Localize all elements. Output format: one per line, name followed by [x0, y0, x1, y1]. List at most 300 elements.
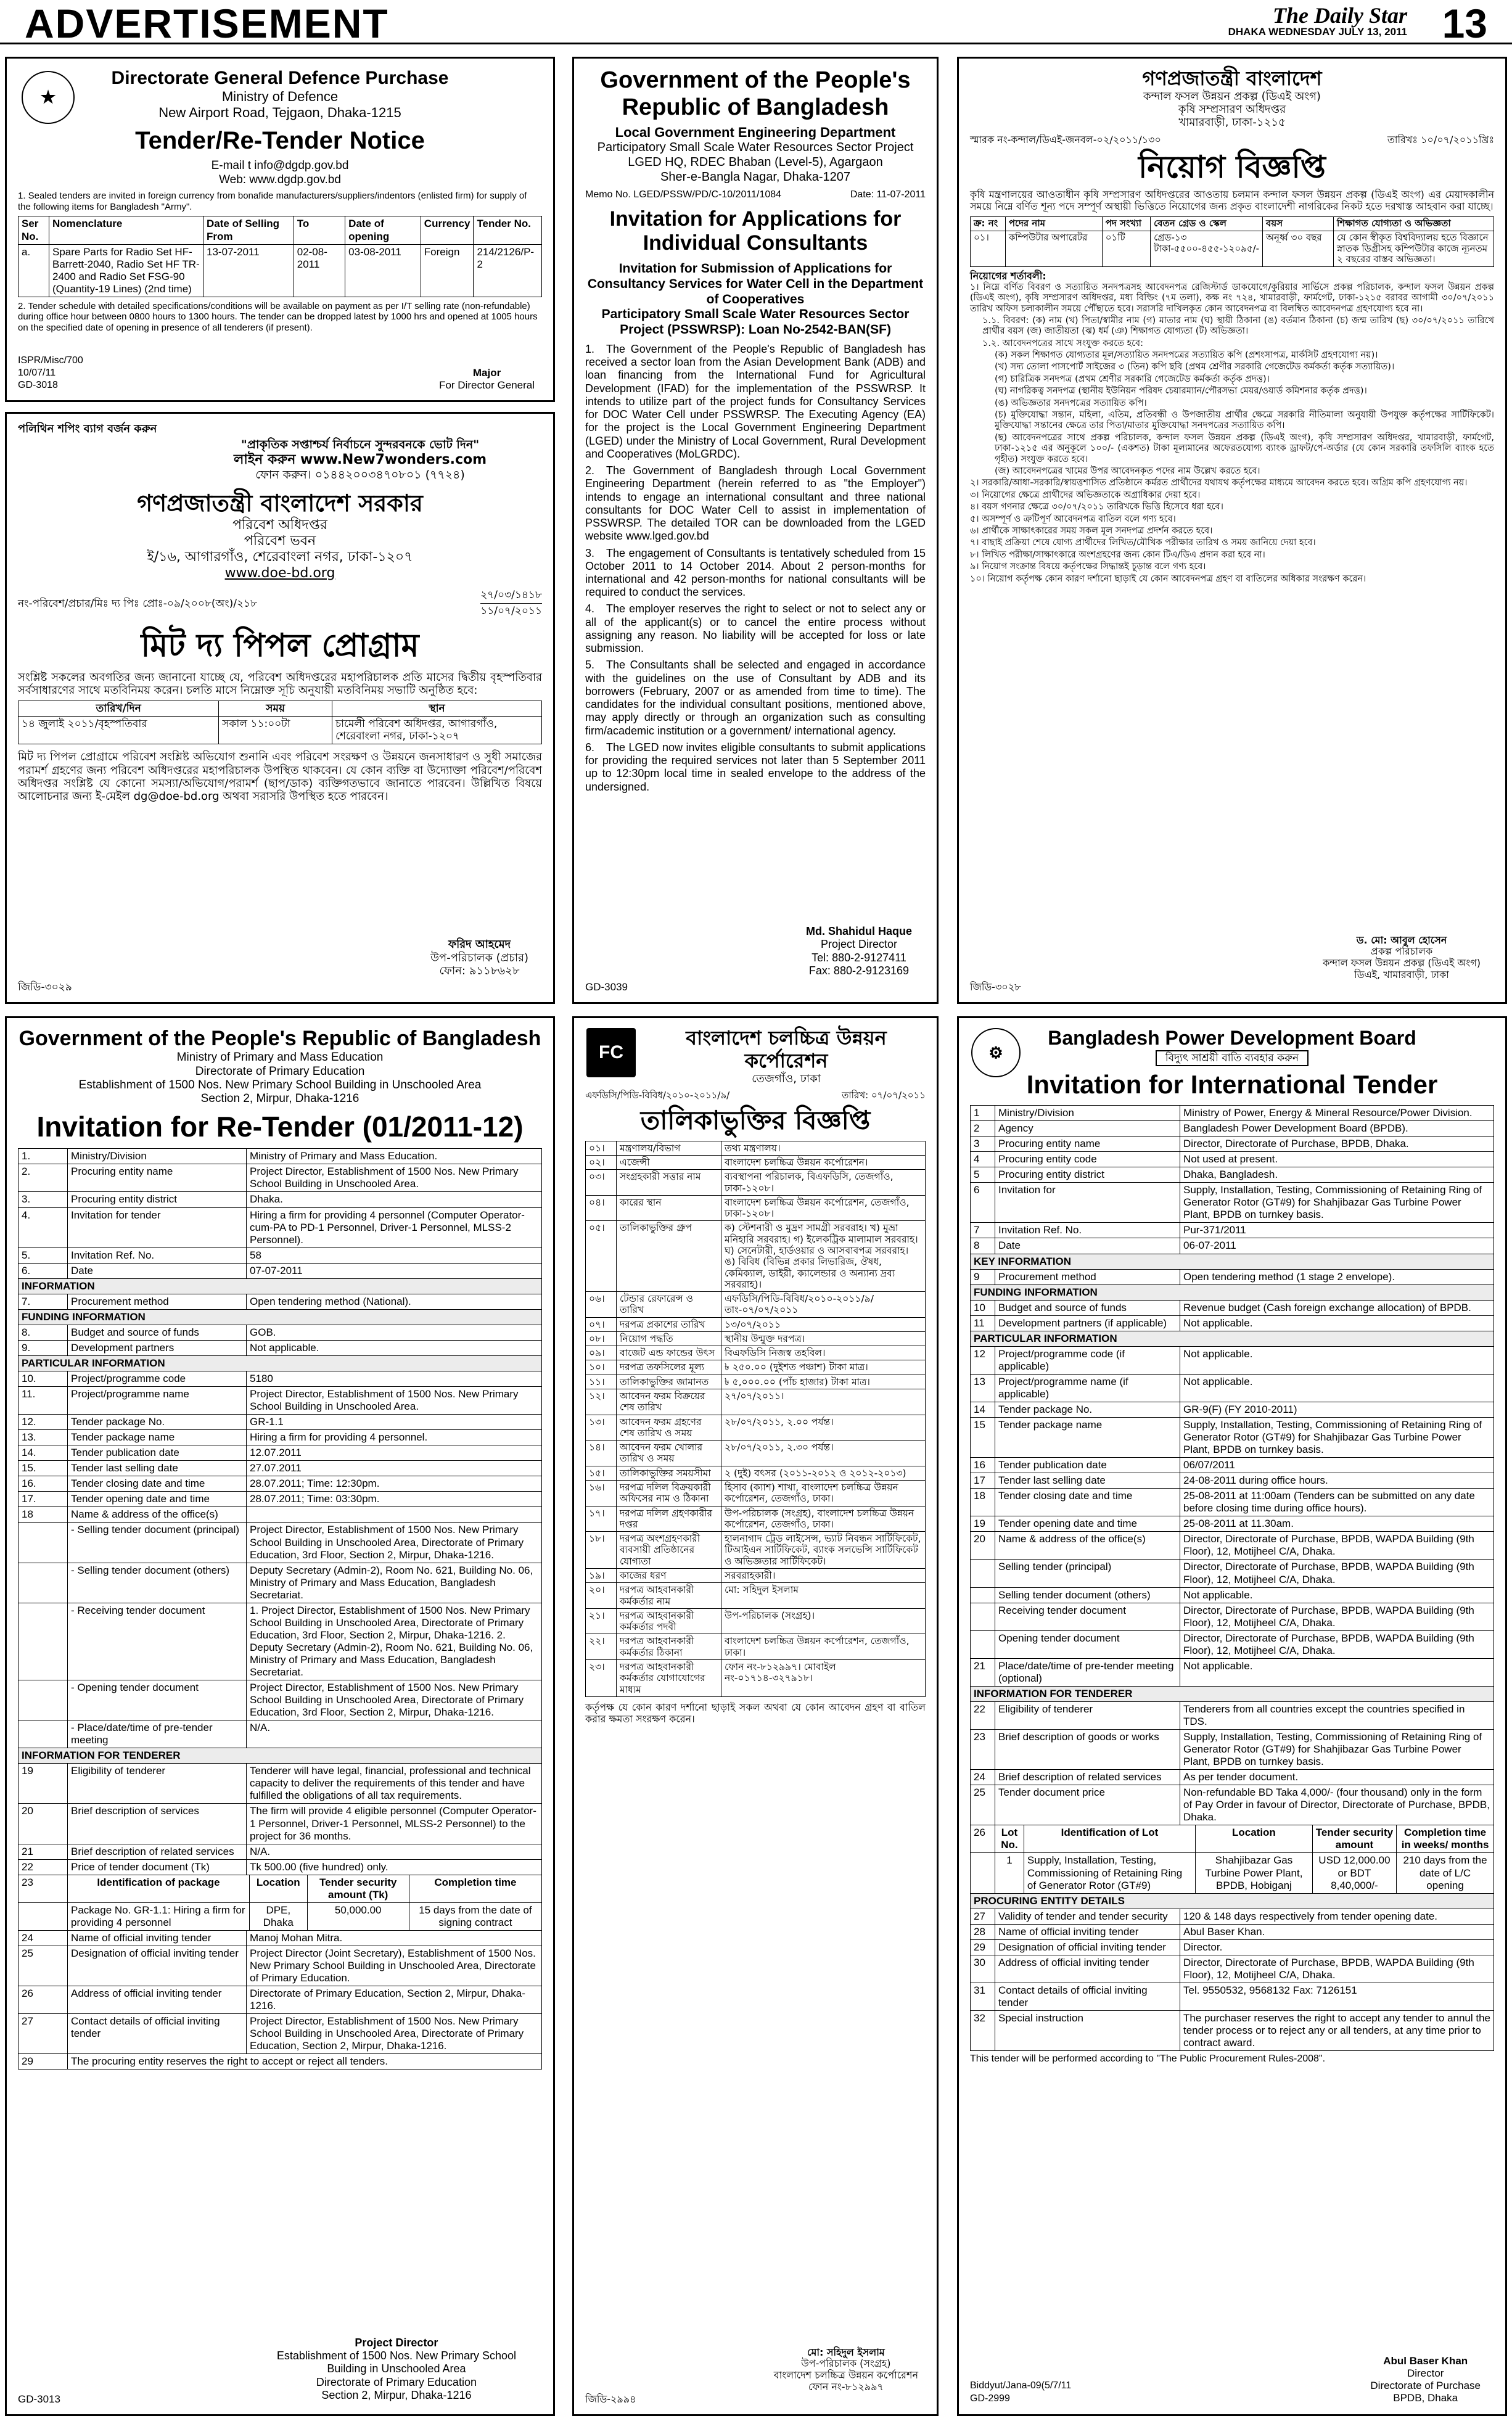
row-label: Ministry/Division	[68, 1149, 247, 1164]
row-number: 1.	[18, 1149, 68, 1164]
table-row	[18, 1294, 542, 1309]
table-row	[18, 1263, 542, 1278]
ad-lged-consultants	[572, 57, 939, 1004]
row-label: Place/date/time of pre-tender meeting (optional)	[995, 1658, 1180, 1686]
row-number: ১৭।	[586, 1506, 617, 1532]
row-label: আবেদন ফরম গ্রহণের শেষ তারিখ ও সময়	[617, 1415, 721, 1441]
list-item: 6. The LGED now invites eligible consultants to submit applications for providing the required services not later than 5 September 2011 up to 12:30pm local time in sealed envelope to the address of the undersigned.	[585, 741, 926, 793]
address-2: Sher-e-Bangla Nagar, Dhaka-1207	[660, 170, 850, 184]
row-label: - Selling tender document (principal)	[68, 1523, 247, 1563]
table-row	[971, 1223, 1494, 1238]
tender-title: Invitation for International Tender	[1026, 1069, 1438, 1099]
row-value: Open tendering method (National).	[247, 1294, 542, 1309]
row-label: নিয়োগ পদ্ধতি	[617, 1331, 721, 1346]
row-number: 10.	[18, 1371, 68, 1387]
signatory-name: মো: সহিদুল ইসলাম	[807, 2346, 885, 2358]
row-value: মো: সহিদুল ইসলাম	[721, 1583, 926, 1609]
row-label: Name of official inviting tender	[68, 1930, 247, 1946]
table-row	[971, 1489, 1494, 1516]
row-number: 16	[971, 1458, 995, 1473]
row-label: Procuring entity name	[995, 1137, 1180, 1152]
row-label: Tender opening date and time	[68, 1492, 247, 1507]
row-value: 28.07.2011; Time: 03:30pm.	[247, 1492, 542, 1507]
cell: অনূর্ধ্ব ৩০ বছর	[1263, 231, 1334, 266]
row-number: 20	[971, 1532, 995, 1560]
col-header: To	[294, 216, 345, 244]
col-header: Identification of Lot	[1024, 1825, 1195, 1853]
table-row	[586, 1317, 926, 1331]
row-label: Development partners	[68, 1340, 247, 1355]
gov-name: Government of the People's Republic of Bangladesh	[600, 67, 911, 120]
table-row	[18, 1476, 542, 1492]
issue-date: DHAKA WEDNESDAY JULY 13, 2011	[1228, 26, 1407, 38]
list-item: 5. The Consultants shall be selected and engaged in accordance with the guidelines on the use of Consultant by ADB and its borrowers (February, 2007 or as amended from time to time). The candidates for the individual consultant positions, mentioned above, may apply directly or through an organization such as consulting firm/academic institution or a government/ international agency.	[585, 659, 926, 737]
table-row	[971, 1300, 1494, 1315]
table-row	[971, 1603, 1494, 1630]
row-value: GOB.	[247, 1325, 542, 1340]
col-header: Completion time	[409, 1875, 541, 1902]
ministry: Ministry of Defence	[221, 89, 339, 105]
row-number: 21	[971, 1658, 995, 1686]
table-row	[18, 1523, 542, 1563]
signatory-tel: Tel: 880-2-9127411	[811, 951, 906, 964]
table-row	[971, 1238, 1494, 1254]
ad-bpdb-tender	[957, 1016, 1507, 2416]
email: E-mail t info@dgdp.gov.bd	[211, 159, 349, 173]
row-value: ক) স্টেশনারী ও মুদ্রণ সামগ্রী সরবরাহ। খ) মুভ্রা মনিহারি সরবরাহ। গ) ইলেকট্রিক মালামাল সরবরাহ। ঘ) সেনেটারী, হার্ডওয়ার ও আসবাবপত্র সরবরাহ। ঙ) বিবিধ (বিভিন্ন প্রকার লিভারিজ, ঔষধ, কেমিক্যাল, ডাইরী, ক্যালেন্ডার ও অন্যান্য দ্রব্য সরবরাহ)।	[721, 1221, 926, 1292]
signatory-role: Director	[1407, 2367, 1444, 2379]
table-row	[971, 1269, 1494, 1284]
row-value: Director, Directorate of Purchase, BPDB, WAPDA Building (9th Floor), 12, Motijheel C/A, Dhaka.	[1180, 1630, 1494, 1658]
row-number: 12.	[18, 1415, 68, 1430]
col-header: Lot No.	[995, 1825, 1024, 1853]
row-label: Price of tender document (Tk)	[68, 1859, 247, 1875]
col-header: Date of opening	[345, 216, 421, 244]
row-label: Tender closing date and time	[995, 1489, 1180, 1516]
table-row	[971, 1167, 1494, 1183]
vote-website[interactable]: লাইন করুন www.New7wonders.com	[233, 451, 487, 467]
table-row	[971, 1730, 1494, 1770]
post-table	[970, 216, 1494, 267]
row-number: ১৯।	[586, 1568, 617, 1582]
row-value: Project Director, Establishment of 1500 Nos. New Primary School Building in Unschooled Area, Directorate of Primary Education, 3rd Floor, Section 2, Mirpur, Dhaka-1216.	[247, 1680, 542, 1720]
row-value: Not applicable.	[1180, 1374, 1494, 1402]
row-label: Procurement method	[995, 1269, 1180, 1284]
list-item: 1. The Government of the People's Republic of Bangladesh has received a sector loan from the Asian Development Bank (ADB) and loan financing from the International Fund for Agricultural Development (IFAD) for the implementation of the PSSWRSP. It intends to utilize part of the project funds for Consultancy Services for DOC Water Cell under PSSWRSP. The Executing Agency (EA) for the project is the Local Government Engineering Department (LGED) under the Ministry of Local Government, Rural Development and Cooperatives (MoLGRDC).	[585, 343, 926, 460]
table-row	[971, 1516, 1494, 1532]
row-label: Address of official inviting tender	[68, 1986, 247, 2014]
table-row	[971, 1402, 1494, 1417]
gov-name: গণপ্রজাতন্ত্রী বাংলাদেশ	[1142, 67, 1322, 90]
list-item: (গ) চারিত্রিক সনদপত্র (প্রথম শ্রেণীর সরকারি গেজেটেড কর্মকর্তা কর্তৃক প্রদত্ত)।	[995, 374, 1270, 384]
row-value: ২ (দুই) বৎসর (২০১১-২০১২ ও ২০১২-২০১৩)	[721, 1466, 926, 1480]
list-item: 4. The employer reserves the right to select or not to select any or all of the applicant(s) or to cancel the entire process without assigning any reason. No liability will be accepted for loss or late submission.	[585, 602, 926, 655]
bpdb-emblem-icon: ⚙	[971, 1028, 1021, 1077]
list-item: ৯। নিয়োগ সংক্রান্ত বিষয়ে কর্তৃপক্ষের সিদ্ধান্তই চূড়ান্ত বলে গণ্য হবে।	[970, 562, 1206, 572]
signatory-org: Directorate of Purchase	[1370, 2379, 1481, 2391]
table-row	[586, 1441, 926, 1466]
table-row	[971, 1137, 1494, 1152]
table-row	[586, 1466, 926, 1480]
row-number: ০৯।	[586, 1346, 617, 1360]
dept: পরিবেশ অধিদপ্তর	[232, 517, 327, 533]
signatory-line: Directorate of Primary Education	[316, 2375, 477, 2388]
row-label: মন্ত্রণালয়/বিভাগ	[617, 1141, 721, 1155]
list-item: (ক) সকল শিক্ষাগত যোগ্যতার মূল/সত্যায়িত সনদপত্রের সত্যায়িত কপি (প্রশংসাপত্র, মার্কসিট গ্রহণযোগ্য নয়)।	[995, 350, 1378, 361]
row-value: ফোন নং-৮১২৯৯৭। মোবাইল নং-০১৭১৪-৩২৭৯১৮।	[721, 1659, 926, 1696]
row-number: ০৮।	[586, 1331, 617, 1346]
row-value: Not used at present.	[1180, 1152, 1494, 1167]
row-value: Tenderer will have legal, financial, professional and technical capacity to deliver the requirements of this tender and have fulfilled the obligations of all tax requirements.	[247, 1764, 542, 1804]
row-label: Tender publication date	[68, 1445, 247, 1461]
row-number: 30	[971, 1955, 995, 1983]
row-value: Director, Directorate of Purchase, BPDB, Dhaka.	[1180, 1137, 1494, 1152]
row-label: তালিকাভুক্তির সময়সীমা	[617, 1466, 721, 1480]
row-label: Date	[68, 1263, 247, 1278]
list-item: (ছ) আবেদনপত্রের সাথে প্রকল্প পরিচালক, কন্দাল ফসল উন্নয়ন প্রকল্প (ডিএই অংগ), কৃষি সম্প্রসারণ অধিদপ্তর, খামারবাড়ী, ফার্মগেট, ঢাকা-১২১৫ এর অনুকূলে ১০০/- (একশত) টাকা মূল্যমানের অফেরতযোগ্য ব্যাংক ড্রাফট/পে-অর্ডার (যে কোন সরকারি তফসিলি ব্যাংক হতে গৃহীত) সংযুক্ত করতে হবে।	[995, 432, 1494, 464]
row-number	[18, 1720, 68, 1748]
row-label: Tender last selling date	[68, 1461, 247, 1476]
table-row	[971, 1924, 1494, 1939]
table-row	[586, 1389, 926, 1415]
table-row	[18, 244, 542, 297]
row-value: বাংলাদেশ চলচ্চিত্র উন্নয়ন কর্পোরেশন, তেজগাঁও, ঢাকা-১২০৮।	[721, 1195, 926, 1221]
cell: ০১।	[971, 231, 1006, 266]
table-row	[971, 1458, 1494, 1473]
col-header: Date of Selling From	[203, 216, 294, 244]
row-label: Receiving tender document	[995, 1603, 1180, 1630]
table-row	[18, 1680, 542, 1720]
table-row	[971, 1532, 1494, 1560]
table-row	[971, 231, 1494, 266]
section-header: PROCURING ENTITY DETAILS	[971, 1893, 1494, 1909]
signatory-name: ফরিদ আহমেদ	[448, 938, 511, 952]
row-number: ১০।	[586, 1360, 617, 1375]
row-value: Project Director, Establishment of 1500 Nos. New Primary School Building in Unschooled Area, Directorate of Primary Education, Section 2, Mirpur, Dhaka-1216.	[247, 2014, 542, 2054]
row-number: 27	[18, 2014, 68, 2054]
table-row	[18, 1149, 542, 1164]
row-number: 7	[971, 1223, 995, 1238]
tender-table	[970, 1105, 1494, 1825]
row-value: 1. Project Director, Establishment of 1500 Nos. New Primary School Building in Unschooled Area, Directorate of Primary Education, 3rd Floor, Section 2, Mirpur, Dhaka-1216. 2. Deputy Secretary (Admin-2), Room No. 621, Building No. 06, Ministry of Primary and Mass Education, Bangladesh Secretariat.	[247, 1603, 542, 1680]
row-value: ৳ ৫,০০০.০০ (পাঁচ হাজার) টাকা মাত্র।	[721, 1375, 926, 1389]
table-row	[971, 1630, 1494, 1658]
row-value: Supply, Installation, Testing, Commissioning of Retaining Ring of Generator Rotor (GT#9) for Shahjibazar Gas Turbine Power Plant, BPDB on turnkey basis.	[1180, 1730, 1494, 1770]
row-number: 5	[971, 1167, 995, 1183]
row-value: Hiring a firm for providing 4 personnel (Computer Operator-cum-PA to PD-1 Personnel, Driver-1 Personnel, MLSS-2 Personnel).	[247, 1207, 542, 1247]
table-row	[971, 1346, 1494, 1374]
row-number: 10	[971, 1300, 995, 1315]
program-title: মিট দ্য পিপল প্রোগ্রাম	[141, 627, 419, 664]
table-row	[18, 1986, 542, 2014]
row-label: Budget and source of funds	[995, 1300, 1180, 1315]
address: খামারবাড়ী, ঢাকা-১২১৫	[1178, 116, 1286, 129]
row-value: এফডিসি/পিডি-বিবিধ/২০১০-২০১১/৯/ তাং-০৭/০৭/২০১১	[721, 1292, 926, 1318]
row-label: দরপত্র দলিল বিক্রয়কারী অফিসের নাম ও ঠিকানা	[617, 1481, 721, 1506]
signatory-address: ডিএই, খামারবাড়ী, ঢাকা	[1354, 969, 1449, 981]
col-header: Tender No.	[474, 216, 542, 244]
col-header: তারিখ/দিন	[18, 701, 219, 717]
page-number: 13	[1442, 1, 1487, 46]
final-statement: The procuring entity reserves the right to accept or reject all tenders.	[68, 2054, 542, 2070]
polythene-notice: পলিথিন শপিং ব্যাগ বর্জন করুন	[18, 422, 157, 435]
row-label: Project/programme code	[68, 1371, 247, 1387]
row-number: ২০।	[586, 1583, 617, 1609]
cell: USD 12,000.00 or BDT 8,40,000/-	[1312, 1853, 1396, 1893]
table-row	[971, 1254, 1494, 1269]
retender-title: Invitation for Re-Tender (01/2011-12)	[36, 1110, 524, 1143]
list-item: ৫। অসম্পূর্ণ ও ত্রুটিপূর্ণ আবেদনপত্র বাতিল বলে গণ্য হবে।	[970, 514, 1176, 524]
row-number: 15	[971, 1418, 995, 1458]
list-item: ১। নিম্নে বর্ণিত বিবরণ ও সত্যায়িত সনদপত্রসহ আবেদনপত্র রেজিস্টার্ড ডাকযোগে/কুরিয়ার সার্ভিসে প্রকল্প পরিচালক, কন্দাল ফসল উন্নয়ন প্রকল্প (ডিএই অংগ), কৃষি সম্প্রসারণ অধিদপ্তর, মধ্য বিল্ডিং (৭ম তলা), কক্ষ নং ৭২৪, খামারবাড়ী, ফার্মগেট, ঢাকা-১২১৫ বরাবর আগামী ৩০/০৭/২০১১ তারিখ অফিস চলাকালীন সময়ে পৌঁছাতে হবে। সরাসরি দাখিলকৃত কোন আবেদনপত্র বা বিলম্বিত আবেদনপত্র গ্রহণযোগ্য হবে না।	[970, 282, 1494, 314]
table-row	[971, 1658, 1494, 1686]
row-number: ০৩।	[586, 1170, 617, 1196]
row-value: Open tendering method (1 stage 2 envelope).	[1180, 1269, 1494, 1284]
website[interactable]: Web: www.dgdp.gov.bd	[219, 173, 341, 186]
row-number	[18, 1603, 68, 1680]
row-number: 19	[971, 1516, 995, 1532]
col-header: পদের নাম	[1005, 217, 1102, 231]
cell: 1	[995, 1853, 1024, 1893]
signatory-org: কন্দাল ফসল উন্নয়ন প্রকল্প (ডিএই অংগ)	[1323, 957, 1481, 969]
table-row	[18, 1355, 542, 1371]
row-number: ২২।	[586, 1634, 617, 1660]
project: Establishment of 1500 Nos. New Primary School Building in Unschooled Area	[78, 1078, 482, 1091]
row-label: দরপত্র দলিল গ্রহণকারীর দপ্তর	[617, 1506, 721, 1532]
row-number: 19	[18, 1764, 68, 1804]
table-row	[971, 1853, 1494, 1893]
signatory-role: প্রকল্প পরিচালক	[1370, 945, 1433, 958]
row-value: Hiring a firm for providing 4 personnel.	[247, 1430, 542, 1445]
note-1: 1. Sealed tenders are invited in foreign currency from bonafide manufacturers/suppliers/indentors (enlisted firm) for supply of the following items for Bangladesh "Army".	[18, 191, 527, 212]
row-label: টেন্ডার রেফারেন্স ও তারিখ	[617, 1292, 721, 1318]
row-number: 28	[971, 1924, 995, 1939]
cell: কম্পিউটার অপারেটর	[1005, 231, 1102, 266]
row-label: - Opening tender document	[68, 1680, 247, 1720]
cell: Foreign	[421, 244, 474, 297]
cell: 210 days from the date of L/C opening	[1397, 1853, 1494, 1893]
row-number: 29	[971, 1939, 995, 1955]
row-label: - Selling tender document (others)	[68, 1563, 247, 1603]
row-value: 58	[247, 1247, 542, 1263]
row-label: কাজের ধরণ	[617, 1568, 721, 1582]
row-number: ০৬।	[586, 1292, 617, 1318]
table-row	[971, 1686, 1494, 1701]
table-row	[18, 1325, 542, 1340]
table-row	[971, 1284, 1494, 1300]
row-value: 25-08-2011 at 11.30am.	[1180, 1516, 1494, 1532]
address: New Airport Road, Tejgaon, Dhaka-1215	[158, 105, 401, 121]
table-row	[18, 1492, 542, 1507]
row-label: Brief description of related services	[995, 1770, 1180, 1785]
section-header: INFORMATION FOR TENDERER	[971, 1686, 1494, 1701]
address: তেজগাঁও, ঢাকা	[752, 1072, 821, 1085]
gd-number: জিডি-৩০২৮	[970, 981, 1021, 993]
row-label: তালিকাভুক্তির গ্রুপ	[617, 1221, 721, 1292]
row-value: Director, Directorate of Purchase, BPDB, WAPDA Building (9th Floor), 12, Motijheel C/A, Dhaka.	[1180, 1532, 1494, 1560]
row-number: ০২।	[586, 1155, 617, 1169]
row-value: Not applicable.	[1180, 1587, 1494, 1603]
row-number: 12	[971, 1346, 995, 1374]
list-item: ৪। বয়স গণনার ক্ষেত্রে ৩০/০৭/২০১১ তারিখকে ভিত্তি হিসেবে ধরা হবে।	[970, 502, 1223, 512]
row-number: 26	[18, 1986, 68, 2014]
signatory-role: Project Director	[355, 2336, 438, 2349]
table-row	[18, 2014, 542, 2054]
row-number: ১৮।	[586, 1532, 617, 1569]
table-row	[971, 1909, 1494, 1924]
section-header: FUNDING INFORMATION	[971, 1284, 1494, 1300]
row-label: Brief description of goods or works	[995, 1730, 1180, 1770]
row-label: - Place/date/time of pre-tender meeting	[68, 1720, 247, 1748]
memo-date: তারিখঃ ১০/০৭/২০১১খ্রিঃ	[1387, 133, 1494, 146]
cell: যে কোন স্বীকৃত বিশ্ববিদ্যালয় হতে বিজ্ঞানে স্নাতক ডিগ্রীসহ কম্পিউটার কাজে ন্যূনতম ২ বছরের বাস্তব অভিজ্ঞতা।	[1334, 231, 1494, 266]
row-label: Designation of official inviting tender	[68, 1946, 247, 1986]
notice-title: তালিকাভুক্তির বিজ্ঞপ্তি	[640, 1104, 871, 1135]
col-header: Identification of package	[68, 1875, 250, 1902]
row-label: - Receiving tender document	[68, 1603, 247, 1680]
cell: Package No. GR-1.1: Hiring a firm for providing 4 personnel	[68, 1902, 250, 1930]
row-number: 2.	[18, 1164, 68, 1192]
table-row	[18, 1387, 542, 1415]
row-value: 07-07-2011	[247, 1263, 542, 1278]
table-row	[971, 1983, 1494, 2010]
row-value: 27.07.2011	[247, 1461, 542, 1476]
table-row	[971, 1560, 1494, 1587]
table-row	[971, 2010, 1494, 2050]
list-item: 2. The Government of Bangladesh through Local Government Engineering Department (herein referred to as "the Employer") intends to engage an international consultant and three national consultants for DOC Water Cell to assist in implementation of PSSWRSP. The detailed TOR can be downloaded from the LGED website www.lged.gov.bd	[585, 464, 926, 543]
ad-dgdp-tender	[5, 57, 555, 402]
table-row	[586, 1634, 926, 1660]
table-row	[971, 1183, 1494, 1223]
memo-number: এফডিসি/পিডি-বিবিধ/২০১০-২০১১/৯/	[585, 1089, 730, 1101]
row-value: সরবরাহকারী।	[721, 1568, 926, 1582]
signatory-rank: Major	[472, 366, 501, 379]
row-number: 9	[971, 1269, 995, 1284]
row-value: Directorate of Primary Education, Section 2, Mirpur, Dhaka-1216.	[247, 1986, 542, 2014]
website[interactable]: www.doe-bd.org	[224, 565, 335, 581]
row-label: Date	[995, 1238, 1180, 1254]
table-row	[18, 1192, 542, 1207]
address-1: LGED HQ, RDEC Bhaban (Level-5), Agargaon	[628, 155, 883, 169]
col-header: Tender security amount (Tk)	[307, 1875, 409, 1902]
row-label: Tender package name	[68, 1430, 247, 1445]
row-label: Address of official inviting tender	[995, 1955, 1180, 1983]
org-name: Bangladesh Power Development Board	[1048, 1027, 1416, 1049]
list-item: (ঘ) নাগরিকত্ব সনদপত্র (স্থানীয় ইউনিয়ন পরিষদ চেয়ারম্যান/পৌরসভা মেয়র/ওয়ার্ড কমিশনার কর্তৃক প্রদত্ত)।	[995, 386, 1367, 397]
row-number: 8	[971, 1238, 995, 1254]
ministry: কৃষি সম্প্রসারণ অধিদপ্তর	[1178, 103, 1286, 117]
row-label: Tender package name	[995, 1418, 1180, 1458]
row-value: Ministry of Power, Energy & Mineral Resource/Power Division.	[1180, 1106, 1494, 1121]
row-number: 16.	[18, 1476, 68, 1492]
row-value: The firm will provide 4 eligible personnel (Computer Operator-1 Personnel, Driver-1 Personnel, MLSS-2 Personnel) to the project for 36 months.	[247, 1804, 542, 1844]
signatory-role: For Director General	[439, 379, 535, 391]
row-number: 9.	[18, 1340, 68, 1355]
retender-table	[18, 1148, 542, 1875]
row-value: স্থানীয় উন্মুক্ত দরপত্র।	[721, 1331, 926, 1346]
memo-number: Memo No. LGED/PSSW/PD/C-10/2011/1084	[585, 189, 782, 200]
row-label: দরপত্র আহবানকারী কর্মকর্তার পদবী	[617, 1608, 721, 1634]
row-number: 4	[971, 1152, 995, 1167]
vote-slogan: "প্রাকৃতিক সপ্তাশ্চর্য নির্বাচনে সুন্দরবনকে ভোট দিন"	[240, 438, 480, 452]
ad-bfdc-enlistment	[572, 1016, 939, 2416]
ref-date: 10/07/11	[18, 368, 56, 378]
row-value: ২৮/০৭/২০১১, ২.৩০ পর্যন্ত।	[721, 1441, 926, 1466]
notice-title: নিয়োগ বিজ্ঞপ্তি	[1138, 149, 1326, 186]
numbered-list	[585, 343, 926, 794]
table-row	[18, 1430, 542, 1445]
row-value: Non-refundable BD Taka 4,000/- (four thousand) only in the form of Pay Order in favour of Director, Directorate of Purchase, BPDB, Dhaka.	[1180, 1785, 1494, 1825]
row-label: Procuring entity district	[995, 1167, 1180, 1183]
row-label: Eligibility of tenderer	[995, 1701, 1180, 1729]
table-row	[18, 1309, 542, 1325]
row-number: 18	[18, 1507, 68, 1523]
row-value: তথ্য মন্ত্রণালয়।	[721, 1141, 926, 1155]
cell: 214/2126/P-2	[474, 244, 542, 297]
row-number: 5.	[18, 1247, 68, 1263]
ref-number: Biddyut/Jana-09(5/7/11	[970, 2380, 1072, 2391]
row-label: Invitation Ref. No.	[995, 1223, 1180, 1238]
row-value: Project Director, Establishment of 1500 Nos. New Primary School Building in Unschooled Area.	[247, 1164, 542, 1192]
row-number: 22	[971, 1701, 995, 1729]
cell: 26	[971, 1825, 995, 1853]
table-row	[971, 1785, 1494, 1825]
org-name-1: বাংলাদেশ চলচ্চিত্র উন্নয়ন	[686, 1026, 887, 1050]
section-header: INFORMATION FOR TENDERER	[18, 1748, 542, 1764]
row-number: 20	[18, 1804, 68, 1844]
row-value: GR-1.1	[247, 1415, 542, 1430]
table-row	[586, 1346, 926, 1360]
row-label: Ministry/Division	[995, 1106, 1180, 1121]
cell: Shahjibazar Gas Turbine Power Plant, BPDB, Hobiganj	[1196, 1853, 1313, 1893]
col-header: স্থান	[332, 701, 542, 717]
table-row	[586, 1659, 926, 1696]
row-value: Revenue budget (Cash foreign exchange allocation) of BPDB.	[1180, 1300, 1494, 1315]
cell: 23	[18, 1875, 68, 1902]
row-number: 22	[18, 1859, 68, 1875]
cell: a.	[18, 244, 49, 297]
table-row	[586, 1506, 926, 1532]
table-row	[18, 1278, 542, 1294]
row-value: Supply, Installation, Testing, Commissioning of Retaining Ring of Generator Rotor (GT#9) for Shahjibazar Gas Turbine Power Plant, BPDB on turnkey basis.	[1180, 1418, 1494, 1458]
row-value: Tel. 9550532, 9568132 Fax: 7126151	[1180, 1983, 1494, 2010]
table-row	[971, 1331, 1494, 1346]
conditions-list	[970, 282, 1494, 585]
row-label: Validity of tender and tender security	[995, 1909, 1180, 1924]
table-row	[18, 717, 542, 744]
list-item: ৬। প্রার্থীকে সাক্ষাৎকারের সময় সকল মূল সনদপত্র প্রদর্শন করতে হবে।	[970, 525, 1213, 536]
table-row	[586, 1415, 926, 1441]
signatory-role: উপ-পরিচালক (সংগ্রহ)	[801, 2357, 891, 2370]
org-name: Directorate General Defence Purchase	[111, 68, 449, 88]
table-row	[586, 1170, 926, 1196]
row-label: Eligibility of tenderer	[68, 1764, 247, 1804]
row-value: ৳ ২৫০.০০ (দুইশত পঞ্চাশ) টাকা মাত্র।	[721, 1360, 926, 1375]
row-value: ২৭/০৭/২০১১।	[721, 1389, 926, 1415]
row-label: দরপত্র আহবানকারী কর্মকর্তার ঠিকানা	[617, 1634, 721, 1660]
row-number: 3	[971, 1137, 995, 1152]
dgdp-emblem-icon: ★	[22, 71, 75, 124]
list-item: ৭। বাছাই প্রক্রিয়া শেষে যোগ্য প্রার্থীদের লিখিত/মৌখিক পরীক্ষার তারিখ ও সময় জানিয়ে দেয়া হবে।	[970, 538, 1316, 548]
table-row	[18, 1445, 542, 1461]
row-value: Abul Baser Khan.	[1180, 1924, 1494, 1939]
row-number: ২১।	[586, 1608, 617, 1634]
col-header: সময়	[219, 701, 332, 717]
table-row	[18, 1930, 542, 1946]
row-number: ২৩।	[586, 1659, 617, 1696]
row-value: Project Director, Establishment of 1500 Nos. New Primary School Building in Unschooled Area, Directorate of Primary Education, 3rd Floor, Section 2, Mirpur, Dhaka-1216.	[247, 1523, 542, 1563]
row-value: ১৩/০৭/২০১১	[721, 1317, 926, 1331]
